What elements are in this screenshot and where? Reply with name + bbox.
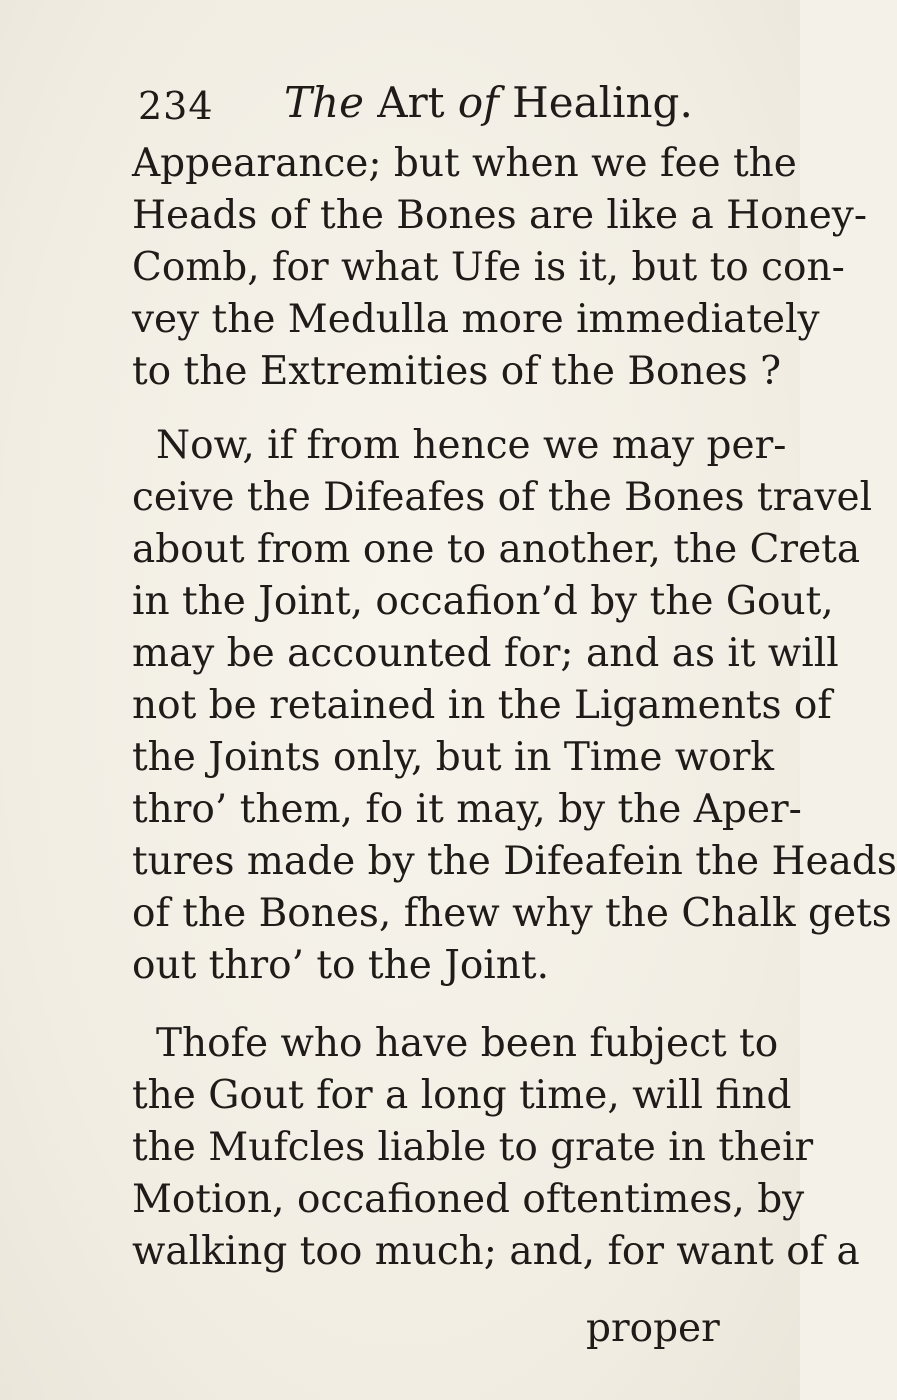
running-head-healing: Healing.	[498, 78, 693, 127]
text-line: the Mufcles liable to grate in their	[132, 1125, 814, 1170]
page-number: 234	[138, 84, 214, 128]
text-line: to the Extremities of the Bones ?	[132, 349, 782, 394]
text-line: Heads of the Bones are like a Honey-	[132, 193, 868, 238]
running-head-of: of	[457, 78, 499, 127]
paragraph-gap	[132, 398, 752, 420]
paragraph-3	[132, 1018, 860, 1278]
text-line: may be accounted for; and as it will	[132, 631, 839, 676]
running-head	[284, 78, 693, 127]
body-text	[132, 138, 897, 1278]
text-line: the Joints only, but in Time work	[132, 735, 774, 780]
text-line: thro’ them, fo it may, by the Aper-	[132, 787, 802, 832]
text-line: out thro’ to the Joint.	[132, 943, 549, 988]
page-header	[0, 78, 800, 138]
text-line: in the Joint, occafion’d by the Gout,	[132, 579, 834, 624]
running-head-the: The	[284, 78, 364, 127]
text-line: tures made by the Difeafein the Heads	[132, 839, 897, 884]
text-line: Now, if from hence we may per-	[156, 423, 787, 468]
text-line: ceive the Difeafes of the Bones travel	[132, 475, 873, 520]
paragraph-2	[132, 420, 897, 992]
text-line: Appearance; but when we fee the	[132, 141, 797, 186]
text-line: Motion, occafioned oftentimes, by	[132, 1177, 805, 1222]
text-line: of the Bones, fhew why the Chalk gets	[132, 891, 892, 936]
running-head-art: Art	[363, 78, 458, 127]
paragraph-1	[132, 138, 868, 398]
text-line: Thofe who have been fubject to	[156, 1021, 779, 1066]
text-line: vey the Medulla more immediately	[132, 297, 820, 342]
catchword: proper	[586, 1306, 720, 1351]
paragraph-gap	[132, 992, 752, 1018]
text-line: walking too much; and, for want of a	[132, 1229, 860, 1274]
text-line: about from one to another, the Creta	[132, 527, 861, 572]
text-line: the Gout for a long time, will find	[132, 1073, 792, 1118]
text-line: Comb, for what Ufe is it, but to con-	[132, 245, 845, 290]
text-line: not be retained in the Ligaments of	[132, 683, 832, 728]
